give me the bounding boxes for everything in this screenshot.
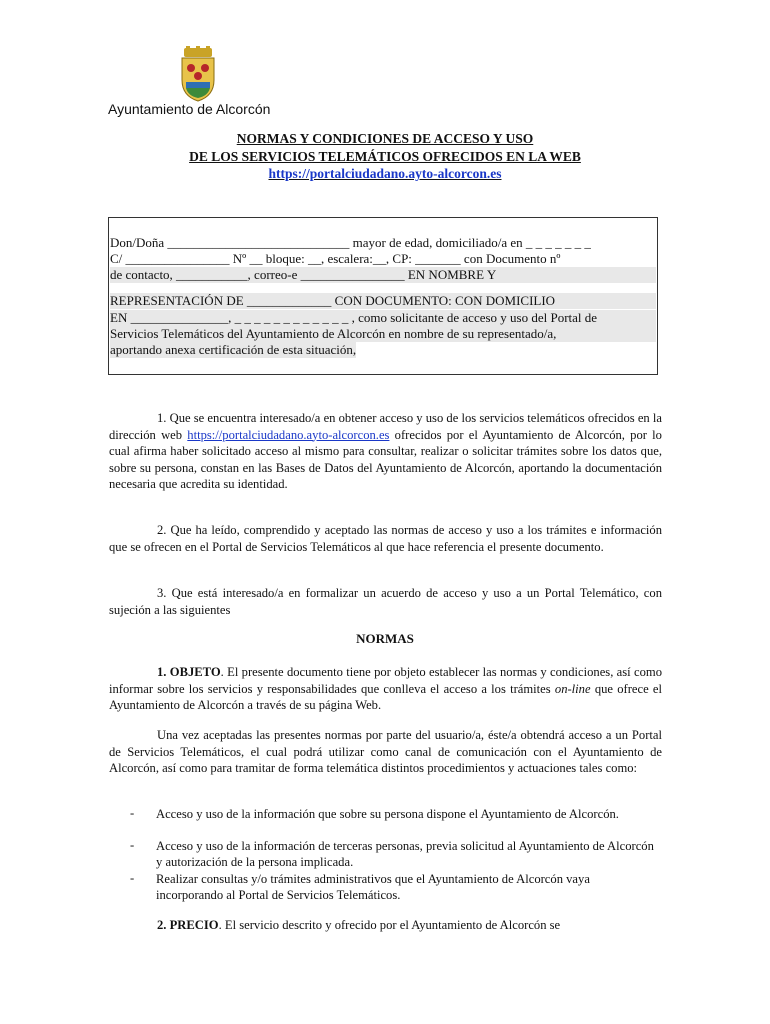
- section-1-online-term: on-line: [554, 681, 591, 696]
- normas-heading: NORMAS: [356, 631, 414, 646]
- clause-1-text-a: 1. Que se encuentra interesado/a en obtener acceso y uso de los servicios telemáticos ofrecidos en la dirección web: [109, 411, 662, 442]
- section-1-objeto: [109, 664, 662, 714]
- section-1-paragraph-2: [109, 727, 662, 777]
- clause-3: [109, 585, 662, 618]
- section-2-precio: [109, 917, 662, 934]
- clause-1-portal-link[interactable]: https://portalciudadano.ayto-alcorcon.es: [187, 427, 390, 442]
- list-item: Realizar consultas y/o trámites administrativos que el Ayuntamiento de Alcorcón vaya incorporando al Portal de Servicios Telemáticos.: [156, 872, 590, 903]
- form-line-address: C/ ________________ Nº __ bloque: __, escalera:__, CP: _______ con Documento nº: [110, 251, 561, 266]
- list-item: Acceso y uso de la información que sobre su persona dispone el Ayuntamiento de Alcorcón.: [156, 807, 619, 821]
- section-2-text: . El servicio descrito y ofrecido por el Ayuntamiento de Alcorcón se: [218, 918, 561, 932]
- portal-url-link[interactable]: https://portalciudadano.ayto-alcorcon.es: [268, 166, 502, 181]
- coat-of-arms-logo: [176, 46, 220, 102]
- bullet-marker: -: [130, 871, 135, 885]
- section-1-heading: 1. OBJETO: [157, 665, 221, 679]
- form-line-representation: REPRESENTACIÓN DE _____________ CON DOCUMENTO: CON DOMICILIO: [110, 293, 656, 309]
- document-title-line-2: DE LOS SERVICIOS TELEMÁTICOS OFRECIDOS EN LA WEB: [189, 149, 581, 164]
- clause-2-text: 2. Que ha leído, comprendido y aceptado las normas de acceso y uso a los trámites e información que se ofrecen en el Portal de Servicios Telemáticos al que hace referencia el presente documento.: [109, 523, 662, 554]
- document-title-line-1: NORMAS Y CONDICIONES DE ACCESO Y USO: [236, 131, 534, 146]
- clause-3-text: 3. Que está interesado/a en formalizar un acuerdo de acceso y uso a un Portal Telemático, con sujeción a las siguientes: [109, 586, 662, 617]
- section-2-heading: 2. PRECIO: [157, 918, 219, 932]
- form-line-certification: aportando anexa certificación de esta situación,: [110, 342, 357, 357]
- section-1-text-a: . El presente documento tiene por objeto establecer las normas y condiciones, así como informar sobre los servicios y responsabilidades que conlleva el acceso a los trámites: [109, 665, 662, 696]
- section-1-paragraph-2-text: Una vez aceptadas las presentes normas por parte del usuario/a, éste/a obtendrá acceso a un Portal de Servicios Telemáticos, el cual podrá utilizar como canal de comunicación con el Ayuntamiento de Alcorcón, así como para tramitar de forma telemática distintos procedimientos y actuaciones tales como:: [109, 728, 662, 776]
- bullet-marker: -: [130, 838, 135, 852]
- form-line-contact: de contacto, ___________, correo-e ________________ EN NOMBRE Y: [110, 267, 656, 283]
- organization-name: Ayuntamiento de Alcorcón: [108, 101, 271, 117]
- clause-1: [109, 410, 662, 493]
- form-line-domicile: EN _______________, _ _ _ _ _ _ _ _ _ _ _ _ , como solicitante de acceso y uso del Portal de: [110, 310, 656, 326]
- form-line-services: Servicios Telemáticos del Ayuntamiento de Alcorcón en nombre de su representado/a,: [110, 326, 656, 342]
- section-1-text-b: que ofrece el Ayuntamiento de Alcorcón a través de su página Web.: [109, 681, 662, 713]
- clause-1-text-b: ofrecidos por el Ayuntamiento de Alcorcón, por lo cual afirma haber solicitado acceso al mismo para consultar, realizar o solicitar trámites sobre los datos que, sobre su persona, constan en las Bases de Datos del Ayuntamiento de Alcorcón, aportando la documentación necesaria que acredita su identidad.: [109, 427, 662, 492]
- form-line-name: Don/Doña ____________________________ mayor de edad, domiciliado/a en _ _ _ _ _ _ _: [110, 235, 591, 250]
- bullet-marker: -: [130, 806, 135, 820]
- list-item: Acceso y uso de la información de terceras personas, previa solicitud al Ayuntamiento de Alcorcón y autorización de la persona implicada.: [156, 839, 654, 870]
- clause-2: [109, 522, 662, 555]
